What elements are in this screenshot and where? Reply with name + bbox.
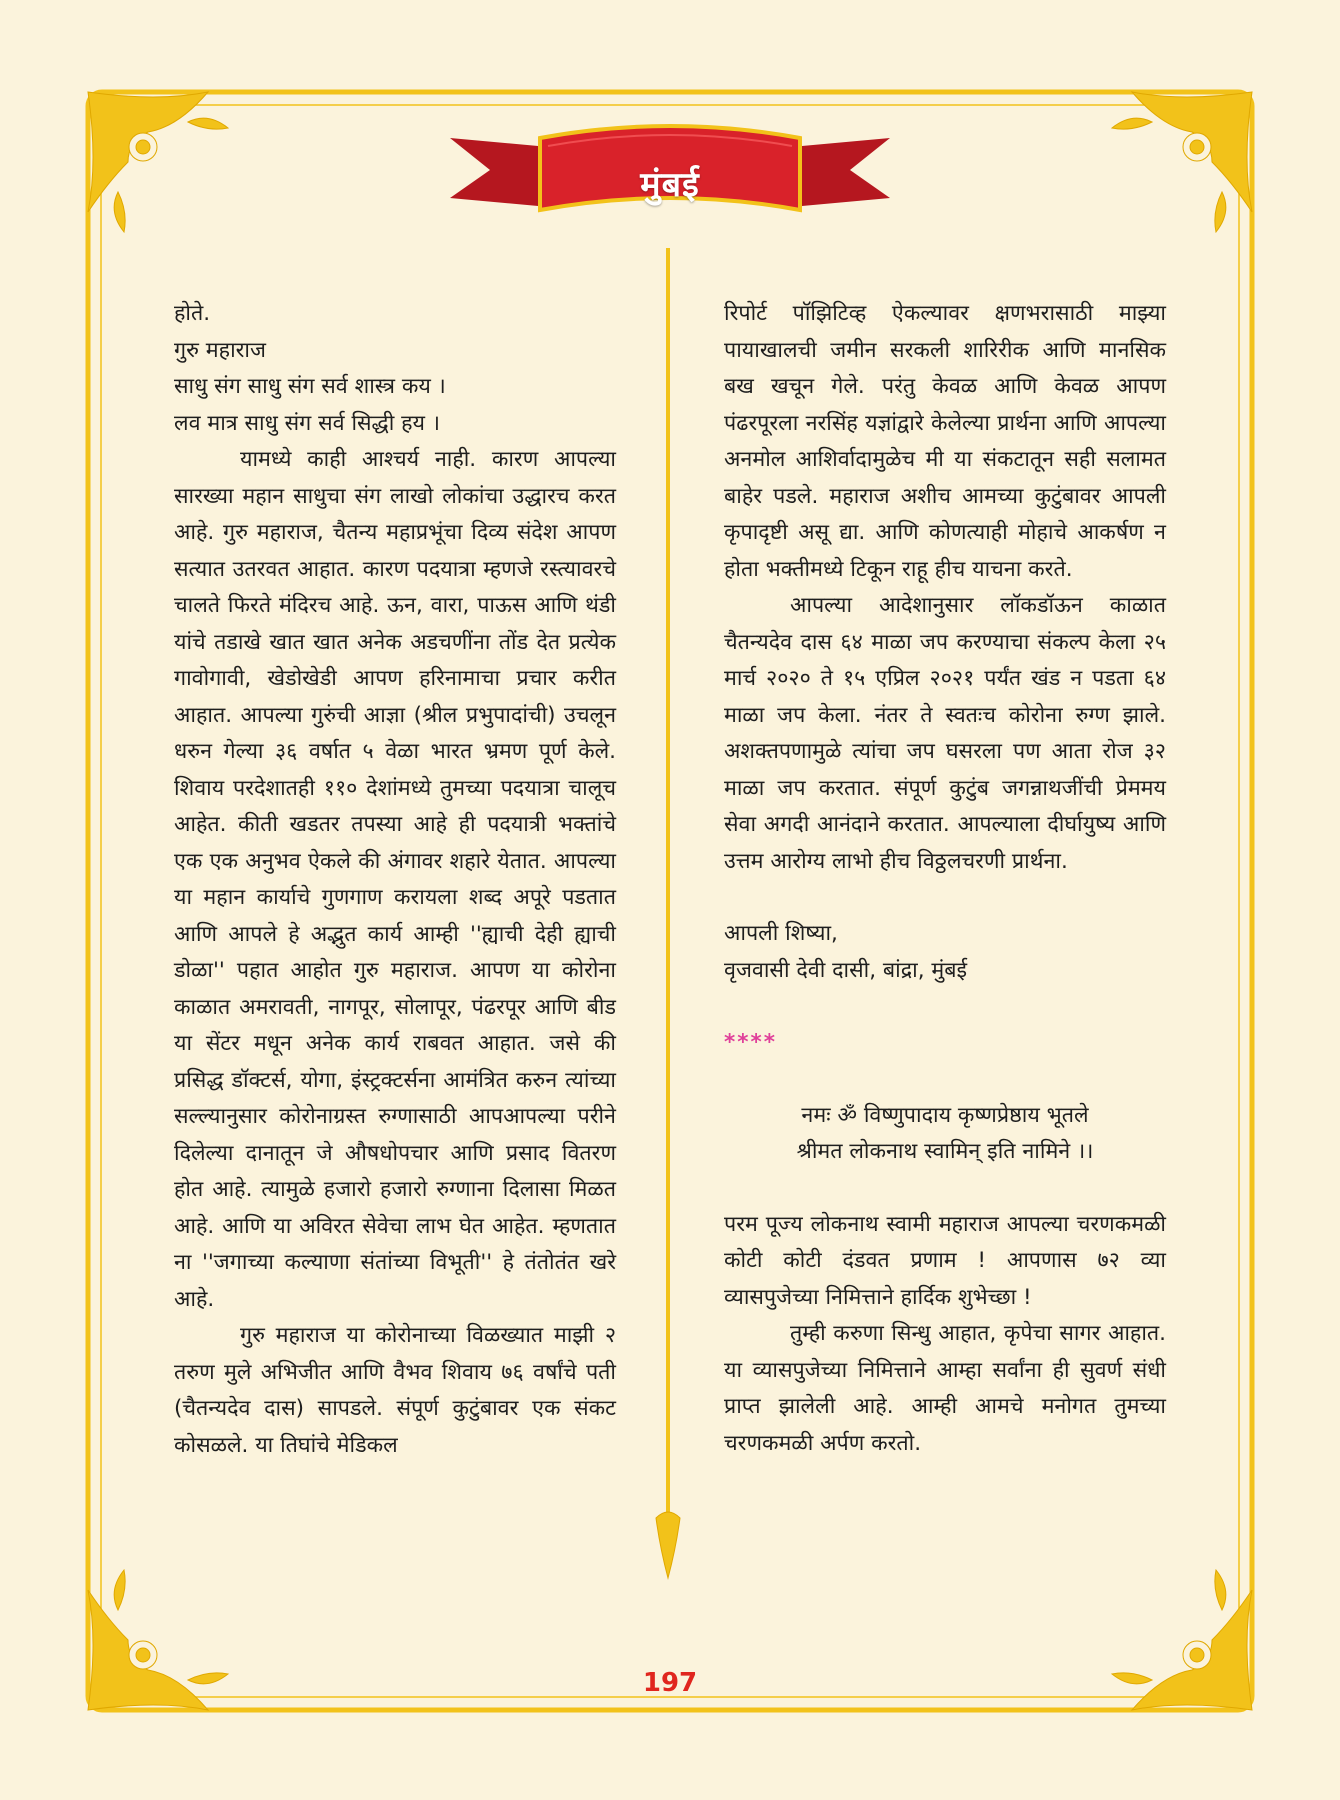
left-column [174, 296, 616, 1464]
text-line: गुरु महाराज [174, 337, 266, 363]
paragraph: गुरु महाराज या कोरोनाच्या विळख्यात माझी २ तरुण मुले अभिजीत आणि वैभव शिवाय ७६ वर्षांचे पती (चैतन्यदेव दास) सापडले. संपूर्ण कुटुंबावर एक संकट कोसळले. या तिघांचे मेडिकल [174, 1323, 616, 1458]
text-line: होते. [174, 301, 211, 326]
page-number: 197 [642, 1668, 698, 1698]
paragraph: यामध्ये काही आश्चर्य नाही. कारण आपल्या सारख्या महान साधुचा संग लाखो लोकांचा उद्धारच करत आहे. गुरु महाराज, चैतन्य महाप्रभूंचा दिव्य संदेश आपण सत्यात उतरवत आहात. कारण पदयात्रा म्हणजे रस्त्यावरचे चालते फिरते मंदिरच आहे. ऊन, वारा, पाऊस आणि थंडी यांचे तडाखे खात खात अनेक अडचणींना तोंड देत प्रत्येक गावोगावी, खेडोखेडी आपण हरिनामाचा प्रचार करीत आहात. आपल्या गुरुंची आज्ञा (श्रील प्रभुपादांची) उचलून धरुन गेल्या ३६ वर्षात ५ वेळा भारत भ्रमण पूर्ण केले. शिवाय परदेशातही ११० देशांमध्ये तुमच्या पदयात्रा चालूच आहेत. कीती खडतर तपस्या आहे ही पदयात्री भक्तांचे एक एक अनुभव ऐकले की अंगावर शहारे येतात. आपल्या या महान कार्याचे गुणगाण करायला शब्द अपूरे पडतात आणि आपले हे अद्भुत कार्य आम्ही ''ह्याची देही ह्याची डोळा'' पहात आहोत गुरु महाराज. आपण या कोरोना काळात अमरावती, नागपूर, सोलापूर, पंढरपूर आणि बीड या सेंटर मधून अनेक कार्य राबवत आहात. जसे की प्रसिद्ध डॉक्टर्स, योगा, इंस्ट्रक्टर्सना आमंत्रित करुन त्यांच्या सल्ल्यानुसार कोरोनाग्रस्त रुग्णासाठी आपआपल्या परीने दिलेल्या दानातून जे औषधोपचार आणि प्रसाद वितरण होत आहे. त्यामुळे हजारो हजारो रुग्णाना दिलासा मिळत आहे. आणि या अविरत सेवेचा लाभ घेत आहेत. म्हणतात ना ''जगाच्या कल्याणा संतांच्या विभूती'' हे तंतोतंत खरे आहे. [174, 447, 616, 1312]
section-separator-stars: **** [724, 1030, 777, 1055]
mantra-line: श्रीमत लोकनाथ स्वामिन् इति नामिने ।। [796, 1139, 1094, 1164]
right-column [724, 296, 1166, 1462]
mantra-line: नमः ॐ विष्णुपादाय कृष्णप्रेष्ठाय भूतले [801, 1102, 1089, 1128]
paragraph: तुम्ही करुणा सिन्धु आहात, कृपेचा सागर आहात. या व्यासपुजेच्या निमित्ताने आम्हा सर्वांना ही सुवर्ण संधी प्राप्त झालेली आहे. आम्ही आमचे मनोगत तुमच्या चरणकमळी अर्पण करतो. [724, 1321, 1166, 1456]
page-title: मुंबई [640, 165, 700, 205]
paragraph: परम पूज्य लोकनाथ स्वामी महाराज आपल्या चरणकमळी कोटी कोटी दंडवत प्रणाम ! आपणास ७२ व्या व्यासपुजेच्या निमित्ताने हार्दिक शुभेच्छा ! [724, 1211, 1166, 1310]
paragraph: रिपोर्ट पॉझिटिव्ह ऐकल्यावर क्षणभरासाठी माझ्या पायाखालची जमीन सरकली शारिरीक आणि मानसिक बख खचून गेले. परंतु केवळ आणि केवळ आपण पंढरपूरला नरसिंह यज्ञांद्वारे केलेल्या प्रार्थना आणि आपल्या अनमोल आशिर्वादामुळेच मी या संकटातून सही सलामत बाहेर पडले. महाराज अशीच आमच्या कुटुंबावर आपली कृपादृष्टी असू द्या. आणि कोणत्याही मोहाचे आकर्षण न होता भक्तीमध्ये टिकून राहू हीच याचना करते. [724, 301, 1166, 582]
signoff-line: आपली शिष्या, [724, 921, 838, 946]
column-divider [648, 248, 688, 1588]
paragraph: आपल्या आदेशानुसार लॉकडॉऊन काळात चैतन्यदेव दास ६४ माळा जप करण्याचा संकल्प केला २५ मार्च २०२० ते १५ एप्रिल २०२१ पर्यंत खंड न पडता ६४ माळा जप केला. नंतर ते स्वतःच कोरोना रुग्ण झाले. अशक्तपणामुळे त्यांचा जप घसरला पण आता रोज ३२ माळा जप करतात. संपूर्ण कुटुंब जगन्नाथजींची प्रेममय सेवा अगदी आनंदाने करतात. आपल्याला दीर्घायुष्य आणि उत्तम आरोग्य लाभो हीच विठ्ठलचरणी प्रार्थना. [724, 593, 1166, 874]
text-line: लव मात्र साधु संग सर्व सिद्धी हय । [174, 410, 441, 436]
text-line: साधु संग साधु संग सर्व शास्त्र कय । [174, 374, 446, 399]
signoff-line: वृजवासी देवी दासी, बांद्रा, मुंबई [724, 957, 968, 983]
